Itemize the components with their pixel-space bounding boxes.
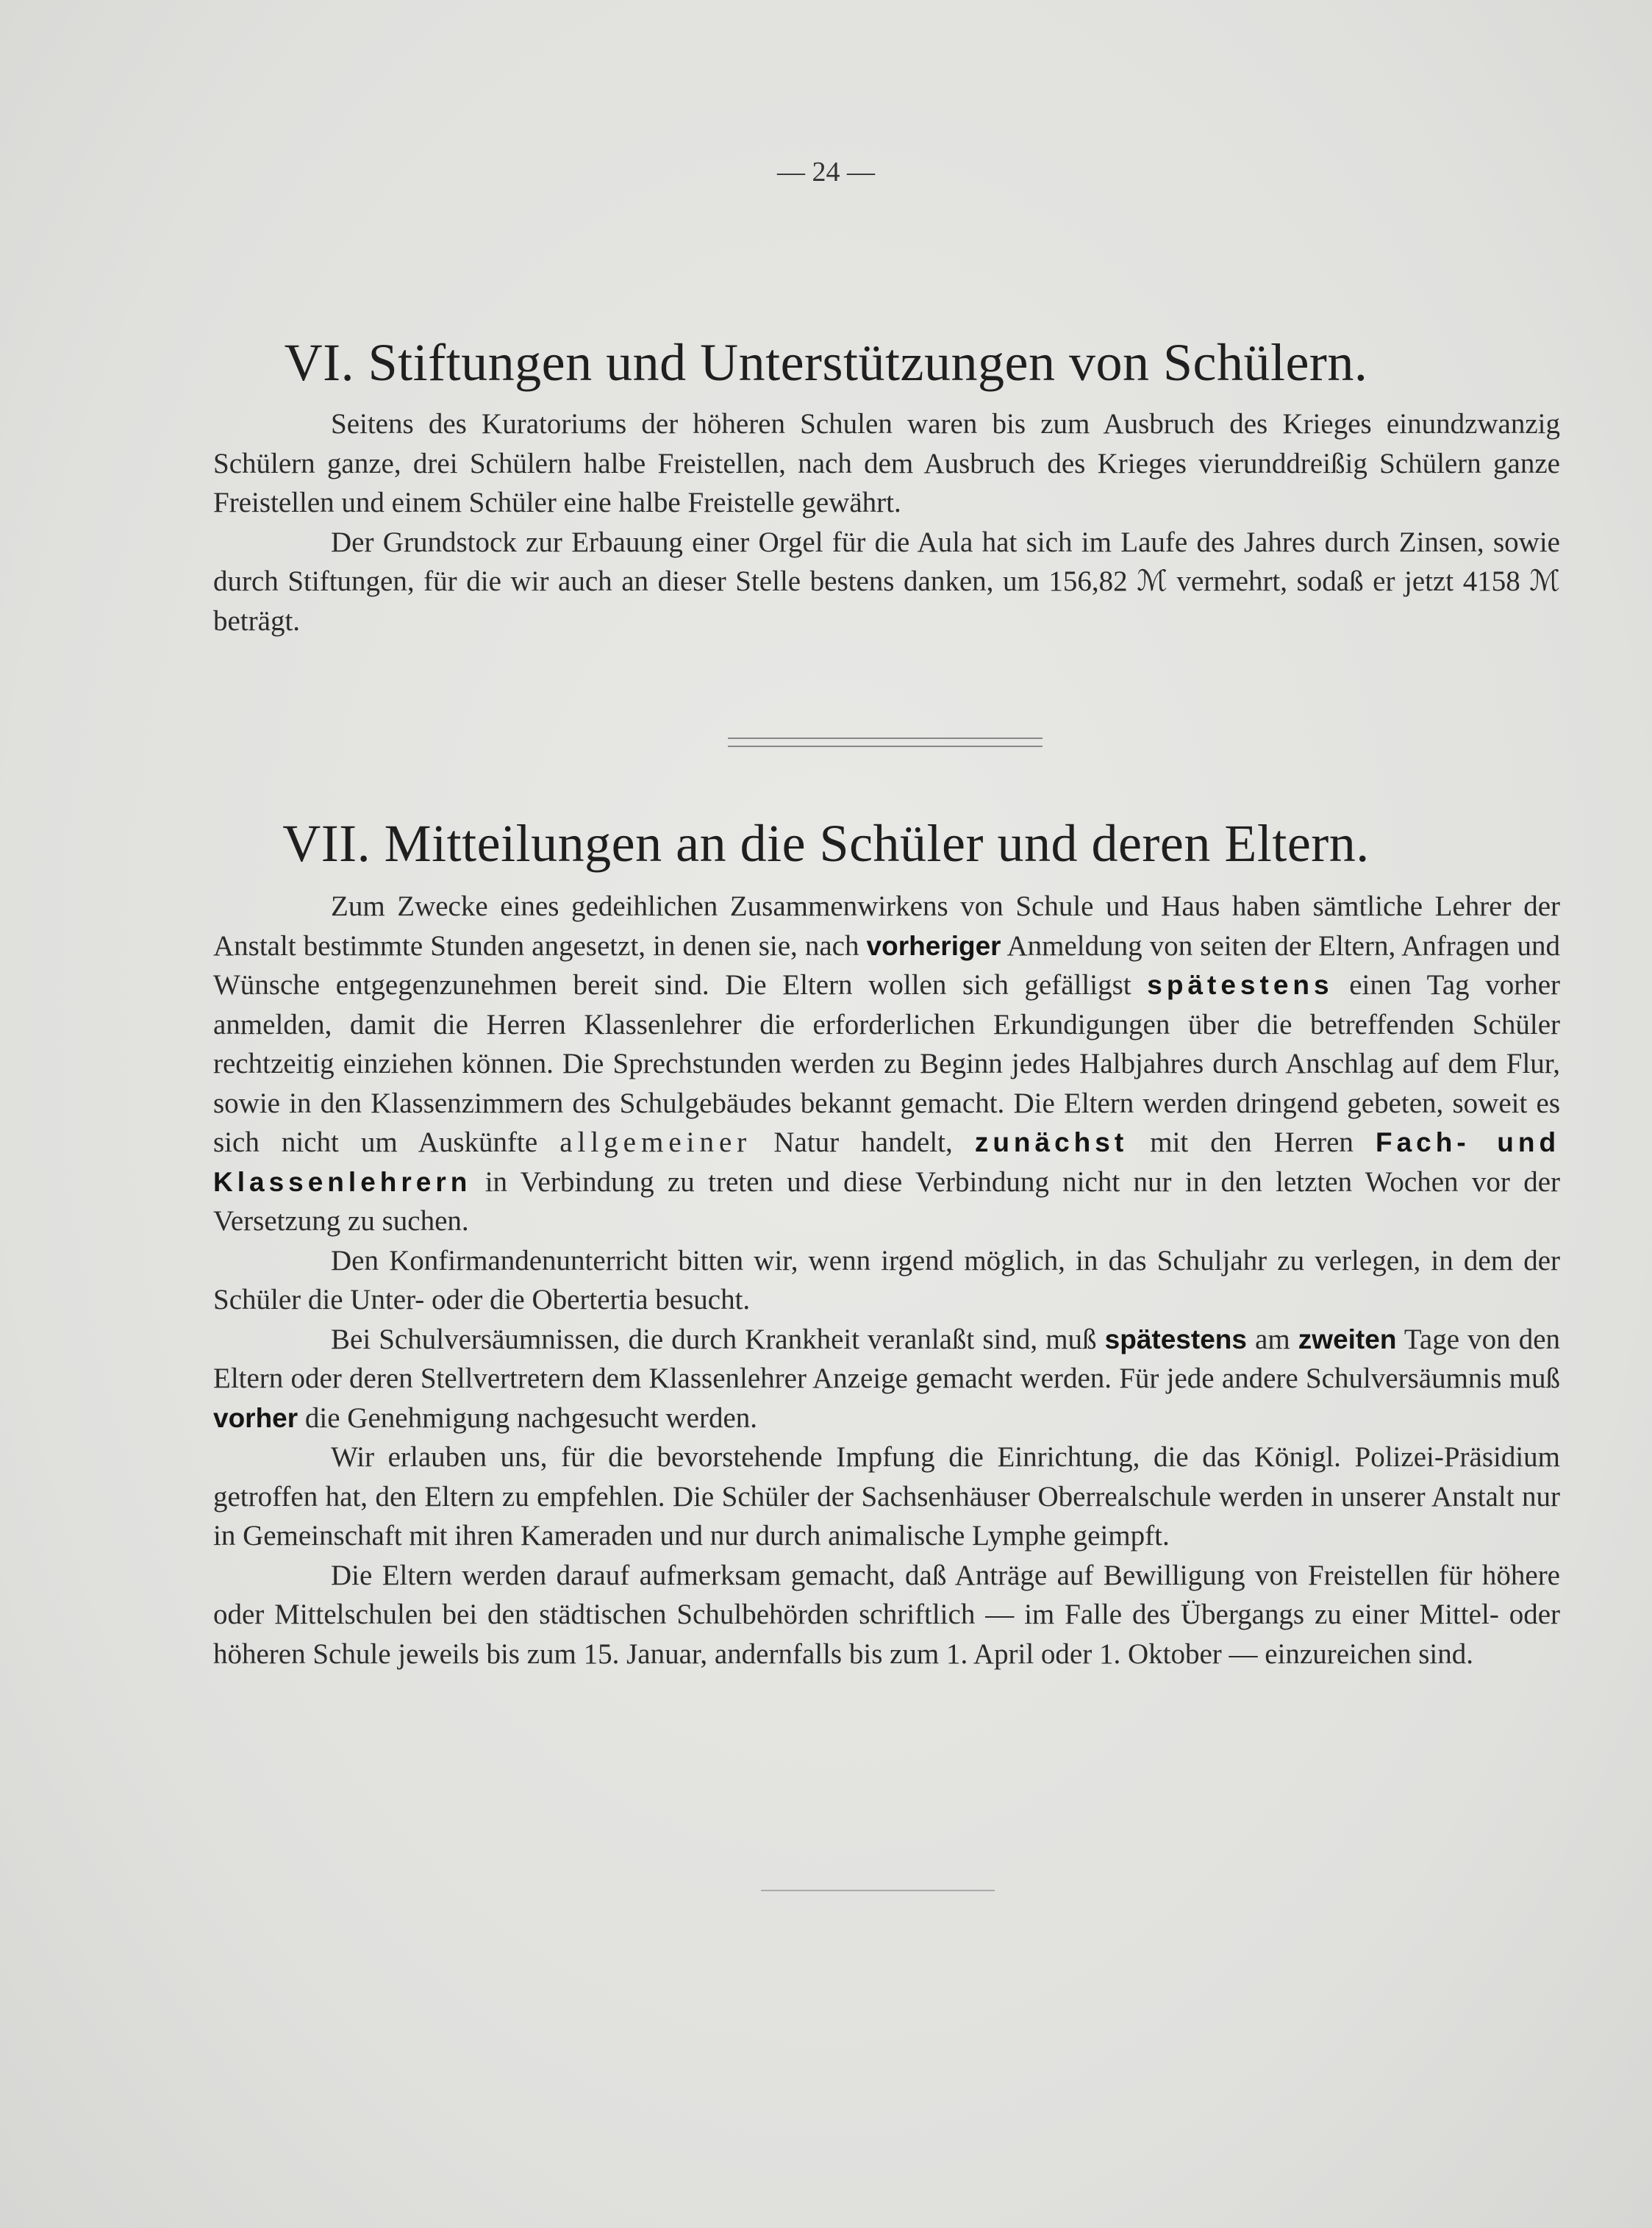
text-run: mit den Herren [1150, 1127, 1354, 1158]
section-6-paragraph-1: Seitens des Kuratoriums der höheren Schulen waren bis zum Ausbruch des Krieges einundzwanzig Schülern ganze, drei Schülern halbe Freistellen, nach dem Ausbruch des Krieges vierunddreißig Schülern ganze Freistellen und einem Schüler eine halbe Freistelle gewährt. [213, 408, 1560, 518]
section-7-paragraph-2: Den Konfirmandenunterricht bitten wir, wenn irgend möglich, in das Schuljahr zu verlegen, in dem der Schüler die Unter- oder die Obertertia besucht. [213, 1244, 1560, 1315]
section-6-body [213, 404, 1560, 640]
text-run: Zum Zwecke eines gedeihlichen Zusammenwirkens von Schule und Haus haben sämtliche Lehrer der Anstalt bestimmte Stunden angesetzt, in denen sie, nach [213, 890, 1560, 962]
text-run: Natur handelt, [773, 1127, 953, 1158]
section-7-paragraph-3 [213, 1320, 1560, 1438]
text-run: in Verbindung zu treten und diese Verbindung nicht nur in den letzten Wochen vor der Versetzung zu suchen. [213, 1165, 1560, 1237]
section-7-paragraph-4: Wir erlauben uns, für die bevorstehende Impfung die Einrichtung, die das Königl. Polizei-Präsidium getroffen hat, den Eltern zu empfehlen. Die Schüler der Sachsenhäuser Oberrealschule werden in unserer Anstalt nur in Gemeinschaft mit ihren Kameraden und nur durch animalische Lymphe geimpft. [213, 1441, 1560, 1552]
emphasis-bold-spaced: zunächst [974, 1127, 1129, 1157]
section-6-heading: VI. Stiftungen und Unterstützungen von Schülern. [284, 333, 1368, 392]
text-run: Bei Schulversäumnissen, die durch Krankheit veranlaßt sind, muß [331, 1323, 1097, 1355]
text-run: Tage von den Eltern oder deren Stellvertretern dem Klassenlehrer Anzeige gemacht werden. Für jede andere Schulversäumnis muß [213, 1323, 1561, 1394]
section-divider-double-rule [728, 738, 1043, 747]
emphasis-bold-spaced: Fach- und Klassenlehrern [213, 1127, 1561, 1197]
emphasis-bold: vorher [213, 1402, 298, 1433]
text-run: am [1255, 1323, 1290, 1355]
section-7-body [213, 887, 1560, 1674]
section-7-heading: VII. Mitteilungen an die Schüler und deren Eltern. [282, 814, 1370, 873]
emphasis-spaced: allgemeiner [559, 1127, 752, 1158]
emphasis-bold: vorheriger [866, 930, 1001, 961]
text-run: die Genehmigung nachgesucht werden. [304, 1402, 758, 1434]
emphasis-bold: zweiten [1298, 1324, 1397, 1354]
emphasis-bold: spätestens [1104, 1324, 1247, 1354]
section-6-paragraph-2: Der Grundstock zur Erbauung einer Orgel für die Aula hat sich im Laufe des Jahres durch Zinsen, sowie durch Stiftungen, für die wir auch an dieser Stelle bestens danken, um 156,82 ℳ vermehrt, sodaß er jetzt 4158 ℳ beträgt. [213, 526, 1560, 637]
page-number: — 24 — [777, 157, 875, 188]
emphasis-bold-spaced: spätestens [1147, 970, 1334, 1000]
section-7-paragraph-1 [213, 887, 1560, 1241]
section-7-paragraph-5: Die Eltern werden darauf aufmerksam gemacht, daß Anträge auf Bewilligung von Freistellen für höhere oder Mittelschulen bei den städtischen Schulbehörden schriftlich — im Falle des Übergangs zu einer Mittel- oder höheren Schule jeweils bis zum 15. Januar, andernfalls bis zum 1. April oder 1. Oktober — einzureichen sind. [213, 1559, 1560, 1670]
text-run: Anmeldung von seiten der Eltern, Anfragen und Wünsche entgegenzunehmen bereit sind. Die Eltern wollen sich gefälligst [213, 929, 1560, 1001]
closing-rule [761, 1890, 995, 1891]
text-run: einen Tag vorher anmelden, damit die Herren Klassenlehrer die erforderlichen Erkundigungen über die betreffenden Schüler rechtzeitig einziehen können. Die Sprechstunden werden zu Beginn jedes Halbjahres durch Anschlag auf dem Flur, sowie in den Klassenzimmern des Schulgebäudes bekannt gemacht. Die Eltern werden dringend gebeten, soweit es sich nicht um Auskünfte [213, 969, 1560, 1158]
